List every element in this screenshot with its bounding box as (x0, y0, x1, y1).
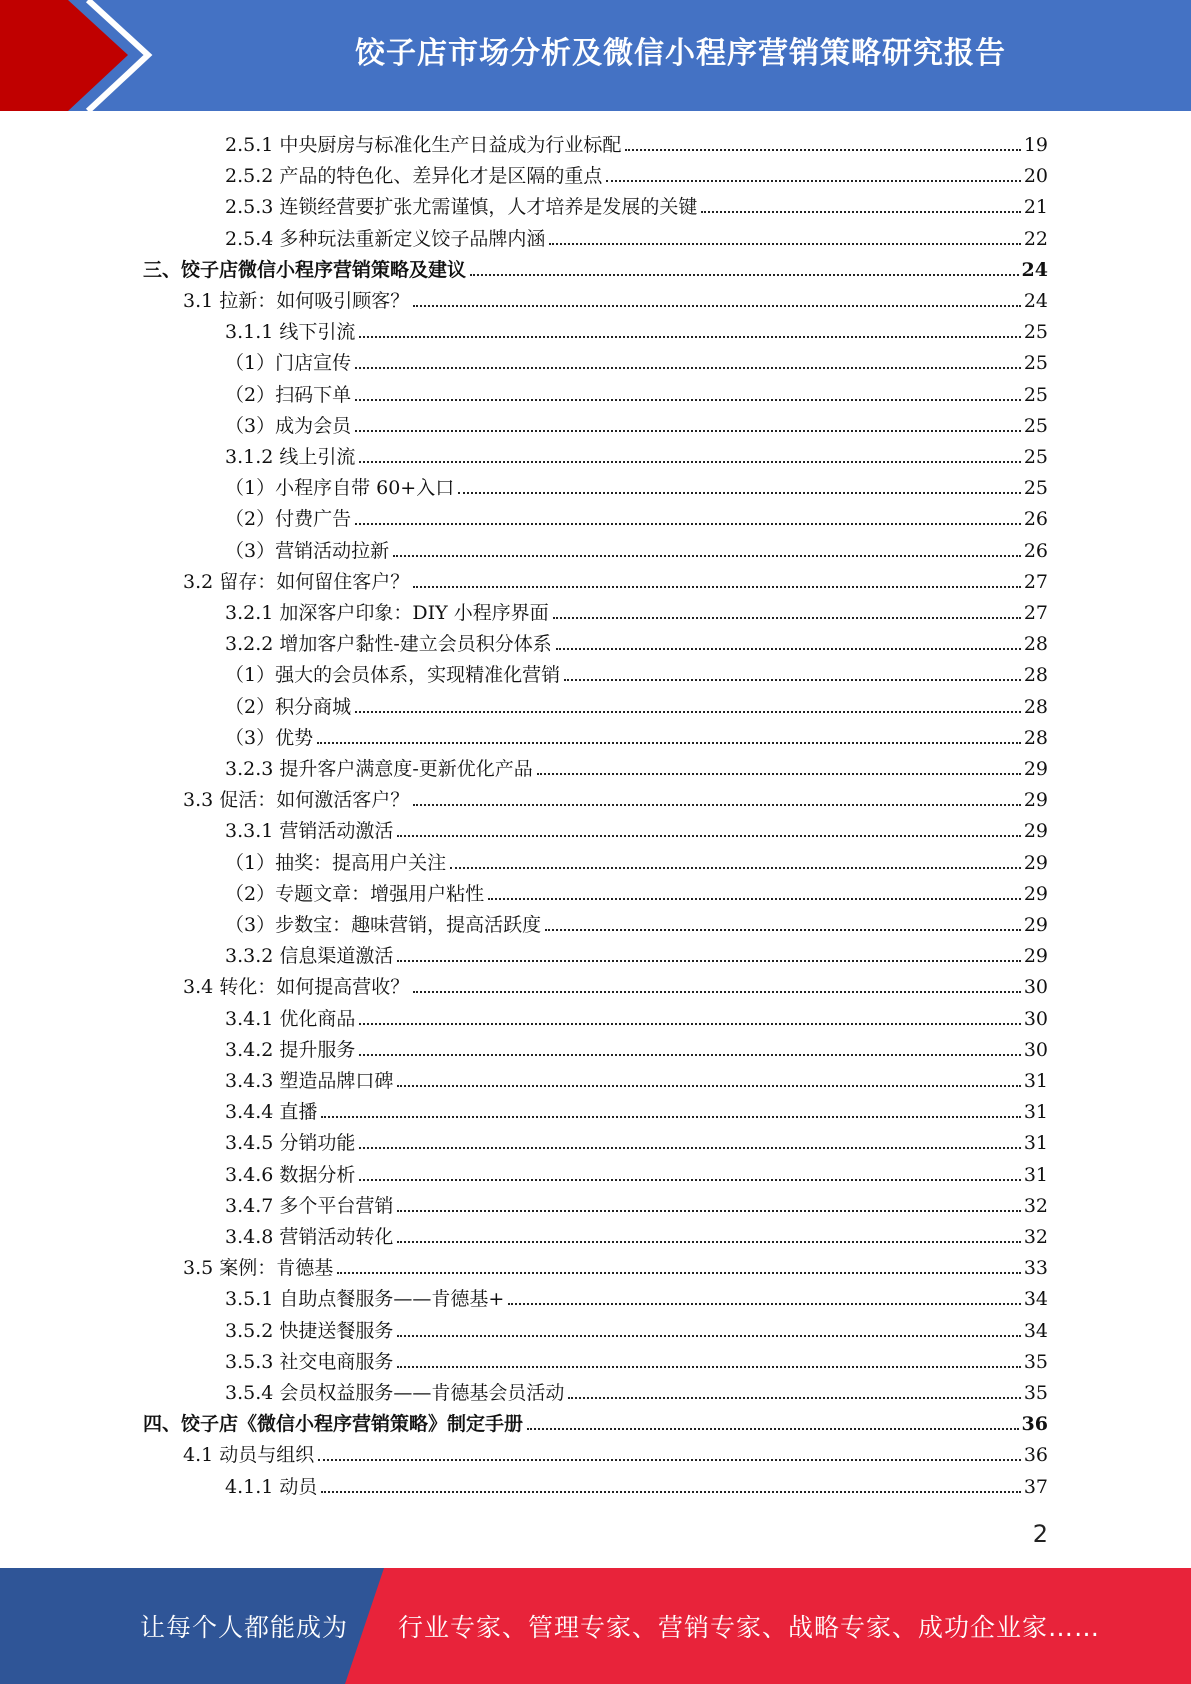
page-number: 2 (1032, 1520, 1048, 1548)
toc-entry-title: （3）成为会员 (225, 414, 352, 437)
toc-page-number: 21 (1023, 196, 1048, 219)
toc-page-number: 26 (1023, 539, 1048, 562)
toc-subsection-entry[interactable] (225, 126, 1048, 157)
toc-entry-title: （1）小程序自带 60+入口 (225, 477, 455, 500)
toc-entry-title: 2.5.1 中央厨房与标准化生产日益成为行业标配 (225, 134, 622, 156)
toc-subsection-entry[interactable] (225, 1312, 1048, 1343)
toc-dot-leader (397, 1085, 1020, 1087)
toc-page-number: 27 (1023, 570, 1048, 593)
toc-entry-title: 2.5.4 多种玩法重新定义饺子品牌内涵 (225, 227, 546, 250)
toc-dot-leader (413, 586, 1021, 588)
toc-page-number: 29 (1023, 945, 1048, 968)
toc-entry-title: 3.4 转化：如何提高营收？ (183, 976, 410, 999)
toc-subsection-entry[interactable] (225, 188, 1048, 219)
toc-subsection-entry[interactable] (225, 750, 1048, 781)
toc-dot-leader (413, 991, 1021, 993)
toc-page-number: 28 (1023, 633, 1048, 656)
toc-subsection-entry[interactable] (225, 1187, 1048, 1218)
toc-page-number: 30 (1023, 1007, 1048, 1030)
toc-entry-title: 3.1 拉新：如何吸引顾客？ (183, 290, 410, 312)
toc-entry-title: 三、饺子店微信小程序营销策略及建议 (143, 258, 467, 281)
toc-dot-leader (701, 211, 1020, 213)
toc-dot-leader (450, 867, 1021, 869)
footer-slogan-right: 行业专家、管理专家、营销专家、战略专家、成功企业家…… (398, 1613, 1101, 1642)
toc-subsection-entry[interactable] (225, 438, 1048, 469)
toc-dot-leader (355, 367, 1021, 369)
toc-section-entry[interactable] (183, 1436, 1048, 1467)
toc-entry-title: 3.4.2 提升服务 (225, 1038, 356, 1061)
toc-page-number: 26 (1023, 508, 1048, 531)
page-header (0, 0, 1191, 111)
toc-page-number: 30 (1023, 1038, 1048, 1061)
toc-chapter-entry[interactable] (143, 1405, 1048, 1436)
toc-entry-title: 3.3 促活：如何激活客户？ (183, 789, 410, 812)
toc-entry-title: 3.4.4 直播 (225, 1101, 318, 1124)
toc-dot-leader (537, 773, 1021, 775)
toc-page-number: 25 (1023, 414, 1048, 437)
toc-page-number: 32 (1023, 1226, 1048, 1248)
toc-page-number: 34 (1023, 1319, 1048, 1342)
toc-section-entry[interactable] (183, 563, 1048, 594)
toc-page-number: 31 (1023, 1101, 1048, 1124)
toc-subsection-entry[interactable] (225, 1000, 1048, 1031)
toc-dot-leader (321, 1491, 1020, 1493)
toc-dot-leader (355, 523, 1021, 525)
toc-dot-leader (458, 492, 1021, 494)
toc-chapter-entry[interactable] (143, 251, 1048, 282)
toc-dot-leader (397, 960, 1020, 962)
toc-page-number: 36 (1021, 1413, 1048, 1436)
toc-section-entry[interactable] (183, 1249, 1048, 1280)
toc-subsection-entry[interactable] (225, 844, 1048, 875)
toc-entry-title: 4.1.1 动员 (225, 1475, 318, 1498)
toc-entry-title: 3.5.2 快捷送餐服务 (225, 1319, 394, 1342)
toc-entry-title: 2.5.3 连锁经营要扩张尤需谨慎，人才培养是发展的关键 (225, 196, 698, 219)
toc-subsection-entry[interactable] (225, 313, 1048, 344)
toc-page-number: 37 (1023, 1475, 1048, 1498)
toc-subsection-entry[interactable] (225, 1343, 1048, 1374)
toc-subsection-entry[interactable] (225, 812, 1048, 843)
toc-subsection-entry[interactable] (225, 407, 1048, 438)
toc-section-entry[interactable] (183, 781, 1048, 812)
toc-dot-leader (488, 898, 1021, 900)
page-footer (0, 1568, 1191, 1684)
toc-entry-title: （3）优势 (225, 726, 314, 749)
toc-dot-leader (318, 1459, 1021, 1461)
toc-page-number: 35 (1023, 1382, 1048, 1404)
toc-entry-title: 3.4.5 分销功能 (225, 1132, 356, 1155)
toc-section-entry[interactable] (183, 968, 1048, 999)
toc-dot-leader (508, 1303, 1021, 1305)
toc-entry-title: 四、饺子店《微信小程序营销策略》制定手册 (143, 1413, 524, 1436)
toc-dot-leader (317, 742, 1021, 744)
toc-subsection-entry[interactable] (225, 719, 1048, 750)
toc-subsection-entry[interactable] (225, 1468, 1048, 1499)
toc-dot-leader (568, 1397, 1020, 1399)
toc-subsection-entry[interactable] (225, 656, 1048, 687)
toc-subsection-entry[interactable] (225, 220, 1048, 251)
toc-entry-title: 3.5.4 会员权益服务——肯德基会员活动 (225, 1382, 565, 1404)
toc-page-number: 35 (1023, 1350, 1048, 1373)
toc-dot-leader (337, 1272, 1021, 1274)
toc-section-entry[interactable] (183, 282, 1048, 313)
toc-page-number: 25 (1023, 477, 1048, 500)
toc-subsection-entry[interactable] (225, 1031, 1048, 1062)
toc-subsection-entry[interactable] (225, 688, 1048, 719)
toc-entry-title: 3.4.1 优化商品 (225, 1007, 356, 1030)
toc-subsection-entry[interactable] (225, 469, 1048, 500)
toc-subsection-entry[interactable] (225, 1374, 1048, 1405)
toc-dot-leader (549, 243, 1020, 245)
toc-subsection-entry[interactable] (225, 875, 1048, 906)
toc-page-number: 33 (1023, 1257, 1048, 1280)
toc-page-number: 28 (1023, 726, 1048, 749)
toc-subsection-entry[interactable] (225, 344, 1048, 375)
toc-dot-leader (413, 305, 1021, 307)
toc-entry-title: 3.2.2 增加客户黏性-建立会员积分体系 (225, 633, 552, 656)
toc-dot-leader (397, 1241, 1020, 1243)
toc-dot-leader (393, 555, 1021, 557)
toc-page-number: 29 (1023, 914, 1048, 936)
toc-page-number: 30 (1023, 976, 1048, 999)
toc-dot-leader (397, 1335, 1020, 1337)
toc-entry-title: 3.4.7 多个平台营销 (225, 1194, 394, 1217)
toc-page-number: 29 (1023, 851, 1048, 874)
toc-page-number: 31 (1023, 1132, 1048, 1155)
toc-dot-leader (359, 1179, 1020, 1181)
toc-subsection-entry[interactable] (225, 532, 1048, 563)
report-title: 饺子店市场分析及微信小程序营销策略研究报告 (355, 36, 1006, 71)
toc-entry-title: 3.5.1 自助点餐服务——肯德基+ (225, 1288, 505, 1311)
toc-dot-leader (359, 1147, 1020, 1149)
toc-dot-leader (355, 399, 1021, 401)
toc-dot-leader (359, 336, 1020, 338)
toc-entry-title: 3.2.3 提升客户满意度-更新优化产品 (225, 758, 533, 780)
toc-page-number: 34 (1023, 1288, 1048, 1311)
toc-entry-title: 3.5 案例：肯德基 (183, 1257, 334, 1280)
toc-entry-title: 3.1.2 线上引流 (225, 446, 356, 468)
toc-entry-title: 3.4.6 数据分析 (225, 1163, 356, 1186)
toc-entry-title: 3.4.3 塑造品牌口碑 (225, 1070, 394, 1092)
toc-dot-leader (625, 149, 1020, 151)
toc-entry-title: 3.2.1 加深客户印象：DIY 小程序界面 (225, 602, 549, 624)
toc-page-number: 28 (1023, 695, 1048, 718)
toc-dot-leader (397, 1210, 1020, 1212)
toc-entry-title: 3.5.3 社交电商服务 (225, 1350, 394, 1373)
toc-subsection-entry[interactable] (225, 1093, 1048, 1124)
toc-dot-leader (355, 430, 1021, 432)
toc-subsection-entry[interactable] (225, 625, 1048, 656)
toc-page-number: 32 (1023, 1194, 1048, 1217)
toc-dot-leader (413, 804, 1021, 806)
toc-subsection-entry[interactable] (225, 376, 1048, 407)
toc-dot-leader (545, 929, 1021, 931)
toc-subsection-entry[interactable] (225, 1124, 1048, 1155)
toc-subsection-entry[interactable] (225, 500, 1048, 531)
toc-subsection-entry[interactable] (225, 1156, 1048, 1187)
toc-entry-title: （2）积分商城 (225, 695, 352, 718)
toc-page-number: 25 (1023, 352, 1048, 375)
toc-entry-title: 2.5.2 产品的特色化、差异化才是区隔的重点 (225, 165, 603, 188)
toc-dot-leader (321, 1116, 1020, 1118)
toc-dot-leader (397, 1366, 1020, 1368)
toc-page-number: 24 (1021, 258, 1048, 281)
toc-entry-title: （2）扫码下单 (225, 383, 352, 406)
footer-slogan-left: 让每个人都能成为 (140, 1613, 349, 1642)
toc-page-number: 25 (1023, 383, 1048, 406)
toc-dot-leader (527, 1428, 1019, 1430)
toc-entry-title: 3.3.1 营销活动激活 (225, 820, 394, 843)
toc-dot-leader (564, 679, 1021, 681)
toc-dot-leader (359, 461, 1020, 463)
toc-page-number: 29 (1023, 882, 1048, 905)
toc-page-number: 29 (1023, 789, 1048, 812)
toc-page-number: 25 (1023, 321, 1048, 344)
toc-subsection-entry[interactable] (225, 1062, 1048, 1093)
toc-subsection-entry[interactable] (225, 157, 1048, 188)
toc-page-number: 31 (1023, 1163, 1048, 1186)
toc-entry-title: （1）门店宣传 (225, 352, 352, 375)
toc-dot-leader (553, 617, 1021, 619)
toc-page-number: 24 (1023, 290, 1048, 312)
toc-entry-title: 4.1 动员与组织 (183, 1444, 315, 1467)
toc-subsection-entry[interactable] (225, 594, 1048, 625)
toc-dot-leader (359, 1054, 1020, 1056)
toc-entry-title: 3.2 留存：如何留住客户？ (183, 570, 410, 593)
toc-entry-title: （2）付费广告 (225, 508, 352, 531)
toc-page-number: 25 (1023, 446, 1048, 468)
toc-dot-leader (359, 1023, 1020, 1025)
toc-entry-title: （2）专题文章：增强用户粘性 (225, 882, 485, 905)
toc-dot-leader (397, 835, 1020, 837)
toc-entry-title: （3）步数宝：趣味营销，提高活跃度 (225, 914, 542, 936)
toc-subsection-entry[interactable] (225, 937, 1048, 968)
toc-dot-leader (556, 648, 1021, 650)
toc-dot-leader (606, 180, 1020, 182)
toc-entry-title: （1）强大的会员体系，实现精准化营销 (225, 664, 561, 687)
toc-entry-title: （1）抽奖：提高用户关注 (225, 851, 447, 874)
toc-subsection-entry[interactable] (225, 1218, 1048, 1249)
toc-page-number: 36 (1023, 1444, 1048, 1467)
toc-page-number: 28 (1023, 664, 1048, 687)
toc-dot-leader (470, 274, 1019, 276)
toc-subsection-entry[interactable] (225, 1280, 1048, 1311)
toc-entry-title: 3.1.1 线下引流 (225, 321, 356, 344)
toc-dot-leader (355, 711, 1021, 713)
toc-page-number: 31 (1023, 1070, 1048, 1092)
toc-page-number: 22 (1023, 227, 1048, 250)
toc-subsection-entry[interactable] (225, 906, 1048, 937)
toc-entry-title: 3.3.2 信息渠道激活 (225, 945, 394, 968)
toc-page-number: 29 (1023, 758, 1048, 780)
toc-entry-title: （3）营销活动拉新 (225, 539, 390, 562)
toc-entry-title: 3.4.8 营销活动转化 (225, 1226, 394, 1248)
toc-page-number: 19 (1023, 134, 1048, 156)
toc-page-number: 20 (1023, 165, 1048, 188)
toc-page-number: 29 (1023, 820, 1048, 843)
toc-page-number: 27 (1023, 602, 1048, 624)
